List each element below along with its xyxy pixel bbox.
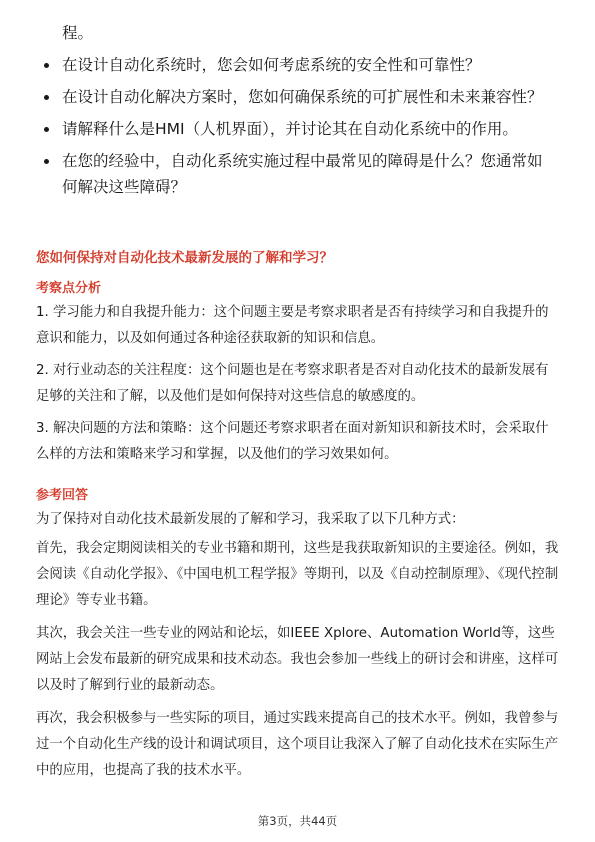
list-item-continuation: 程。 [62,24,94,42]
list-item: 在设计自动化系统时，您会如何考虑系统的安全性和可靠性？ [36,52,556,78]
page-number: 第3页，共44页 [257,814,338,828]
answer-heading: 参考回答 [36,488,89,503]
analysis-point: 1. 学习能力和自我提升能力：这个问题主要是考察求职者是否有持续学习和自我提升的意识和能力，以及如何通过各种途径获取新的知识和信息。 [36,305,549,346]
answer-paragraph: 其次，我会关注一些专业的网站和论坛，如IEEE Xplore、Automation World等，这些网站上会发布最新的研究成果和技术动态。我也会参加一些线上的研讨会和讲座，这样可以及时了解到行业的最新动态。 [36,626,559,693]
bullet-dot [44,95,49,100]
bullet-dot [44,127,49,132]
answer-paragraph: 再次，我会积极参与一些实际的项目，通过实践来提高自己的技术水平。例如，我曾参与过一个自动化生产线的设计和调试项目，这个项目让我深入了解了自动化技术在实际生产中的应用，也提高了我的技术水平。 [36,711,559,778]
list-item: 在设计自动化解决方案时，您如何确保系统的可扩展性和未来兼容性？ [36,84,556,110]
question-heading: 您如何保持对自动化技术最新发展的了解和学习？ [36,250,333,266]
answer-paragraph: 首先，我会定期阅读相关的专业书籍和期刊，这些是我获取新知识的主要途径。例如，我会阅读《自动化学报》、《中国电机工程学报》等期刊，以及《自动控制原理》、《现代控制理论》等专业书籍。 [36,541,559,608]
analysis-point: 3. 解决问题的方法和策略：这个问题还考察求职者在面对新知识和新技术时，会采取什么样的方法和策略来学习和掌握，以及他们的学习效果如何。 [36,421,549,462]
question-list [36,20,556,206]
analysis-heading: 考察点分析 [36,281,102,296]
analysis-point: 2. 对行业动态的关注程度：这个问题也是在考察求职者是否对自动化技术的最新发展有足够的关注和了解，以及他们是如何保持对这些信息的敏感度的。 [36,363,549,404]
answer-paragraph: 为了保持对自动化技术最新发展的了解和学习，我采取了以下几种方式： [36,512,465,527]
list-item: 请解释什么是HMI（人机界面），并讨论其在自动化系统中的作用。 [36,116,556,142]
list-item: 在您的经验中，自动化系统实施过程中最常见的障碍是什么？您通常如何解决这些障碍？ [36,148,556,200]
bullet-dot [44,159,49,164]
bullet-dot [44,63,49,68]
